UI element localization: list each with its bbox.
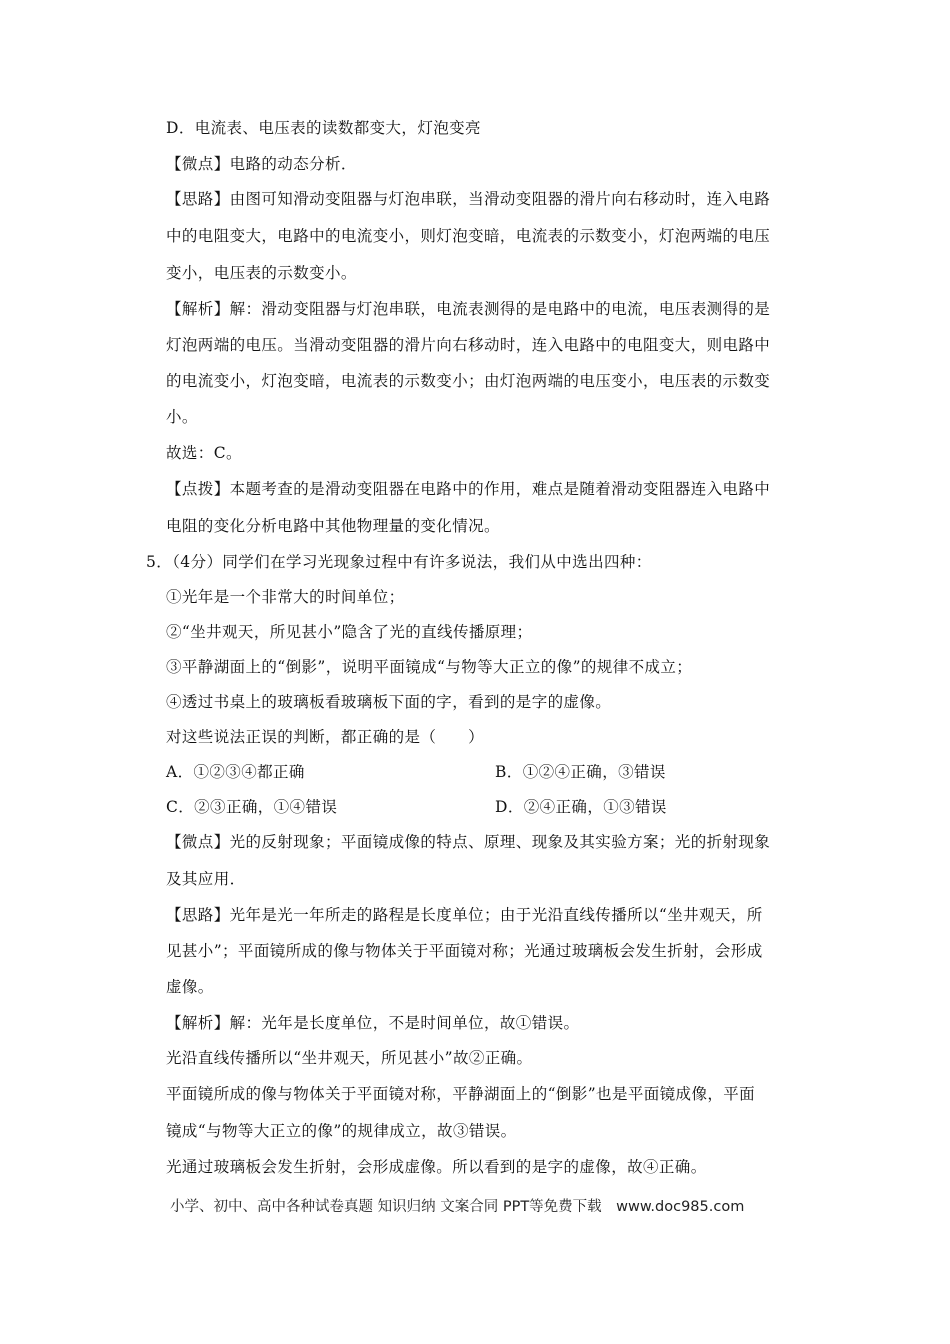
q5-statement: ①光年是一个非常大的时间单位；: [166, 588, 405, 606]
q4-silu-line: 中的电阻变大，电路中的电流变小，则灯泡变暗，电流表的示数变小，灯泡两端的电压: [166, 227, 771, 245]
q4-jiexi-line: 的电流变小，灯泡变暗，电流表的示数变小；由灯泡两端的电压变小，电压表的示数变: [166, 372, 771, 390]
q4-jiexi-line: 小。: [166, 408, 198, 426]
q4-jiexi-line: 【解析】解：滑动变阻器与灯泡串联，电流表测得的是电路中的电流，电压表测得的是: [166, 300, 771, 318]
q5-silu-line: 【思路】光年是光一年所走的路程是长度单位；由于光沿直线传播所以“坐井观天，所: [166, 906, 763, 924]
q5-weidian-line: 及其应用．: [166, 870, 246, 888]
q5-silu-line: 见甚小”；平面镜所成的像与物体关于平面镜对称；光通过玻璃板会发生折射，会形成: [166, 942, 763, 960]
q4-answer: 故选：C。: [166, 444, 242, 462]
q5-weidian-line: 【微点】光的反射现象；平面镜成像的特点、原理、现象及其实验方案；光的折射现象: [166, 833, 771, 851]
q5-jiexi-line: 平面镜所成的像与物体关于平面镜对称，平静湖面上的“倒影”也是平面镜成像，平面: [166, 1085, 756, 1103]
q5-statement: ②“坐井观天，所见甚小”隐含了光的直线传播原理；: [166, 623, 533, 641]
q5-jiexi-line: 【解析】解：光年是长度单位，不是时间单位，故①错误。: [166, 1014, 580, 1032]
q5-option-c: C．②③正确，①④错误: [166, 798, 338, 816]
q5-silu-line: 虚像。: [166, 978, 214, 996]
q5-option-a: A．①②③④都正确: [166, 763, 305, 781]
q4-jiexi-line: 灯泡两端的电压。当滑动变阻器的滑片向右移动时，连入电路中的电阻变大，则电路中: [166, 336, 771, 354]
q5-jiexi-line: 镜成“与物等大正立的像”的规律成立，故③错误。: [166, 1122, 517, 1140]
q5-jiexi-line: 光沿直线传播所以“坐井观天，所见甚小”故②正确。: [166, 1049, 533, 1067]
q5-option-d: D．②④正确，①③错误: [495, 798, 667, 816]
q5-statement: ④透过书桌上的玻璃板看玻璃板下面的字，看到的是字的虚像。: [166, 693, 612, 711]
q5-option-b: B．①②④正确，③错误: [495, 763, 666, 781]
q5-statement: ③平静湖面上的“倒影”，说明平面镜成“与物等大正立的像”的规律不成立；: [166, 658, 693, 676]
q4-weidian: 【微点】电路的动态分析．: [166, 155, 357, 173]
q4-silu-line: 【思路】由图可知滑动变阻器与灯泡串联，当滑动变阻器的滑片向右移动时，连入电路: [166, 190, 771, 208]
q5-stem: 5．（4分）同学们在学习光现象过程中有许多说法，我们从中选出四种：: [146, 553, 652, 571]
page-footer: 小学、初中、高中各种试卷真题 知识归纳 文案合同 PPT等免费下载 www.doc985.com: [170, 1199, 745, 1215]
prev-option-d: D．电流表、电压表的读数都变大，灯泡变亮: [166, 119, 481, 137]
q4-silu-line: 变小，电压表的示数变小。: [166, 264, 357, 282]
q5-question: 对这些说法正误的判断，都正确的是（ ）: [166, 728, 485, 746]
q4-dianbo-line: 【点拨】本题考查的是滑动变阻器在电路中的作用，难点是随着滑动变阻器连入电路中: [166, 480, 771, 498]
q4-dianbo-line: 电阻的变化分析电路中其他物理量的变化情况。: [166, 517, 500, 535]
q5-jiexi-line: 光通过玻璃板会发生折射，会形成虚像。所以看到的是字的虚像，故④正确。: [166, 1158, 707, 1176]
